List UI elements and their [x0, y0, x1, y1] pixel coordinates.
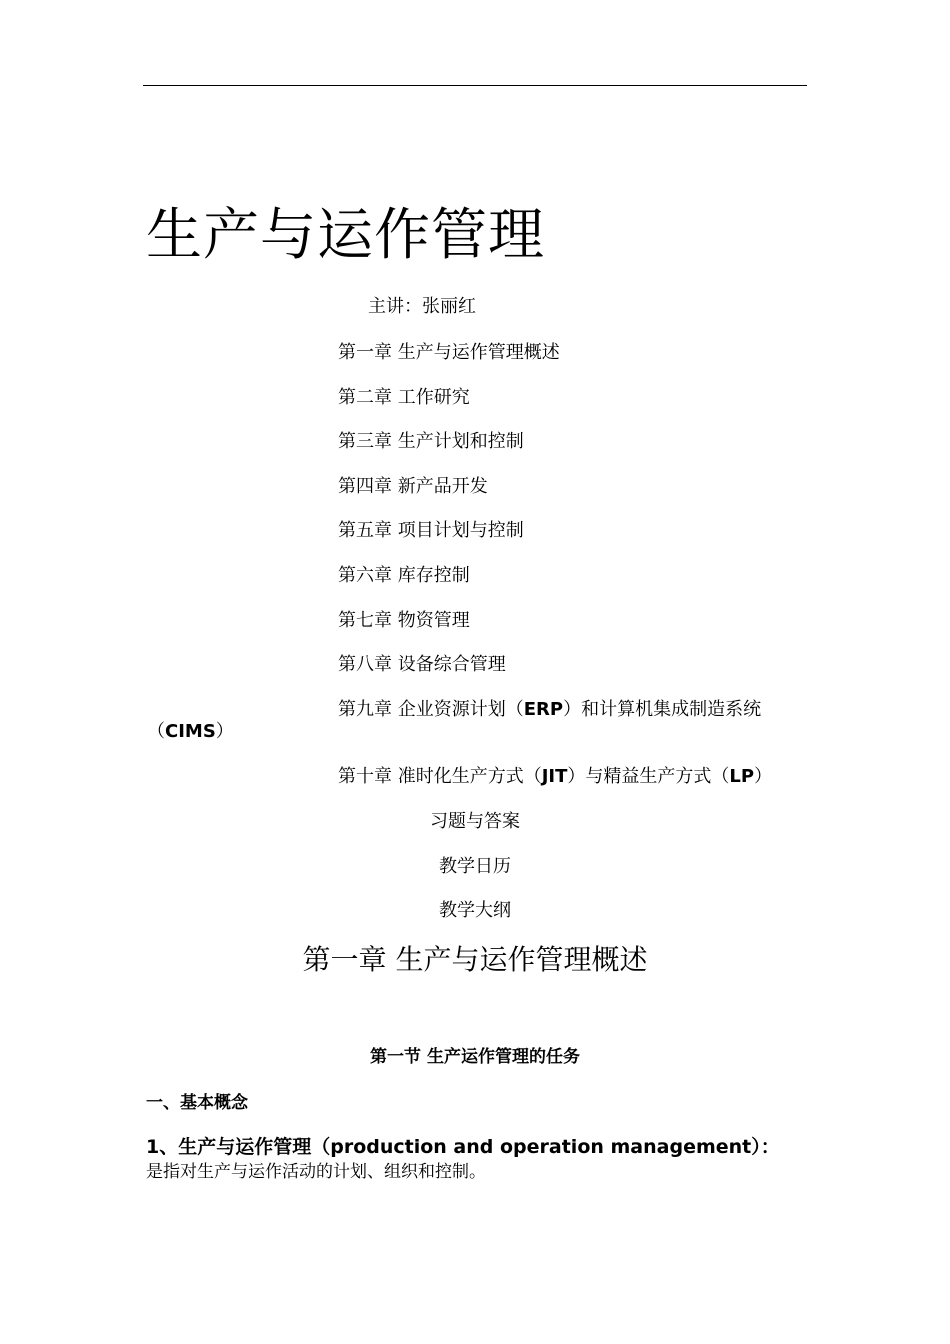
toc-link-exercises[interactable]: 习题与答案	[430, 811, 520, 832]
toc-chapter-10-lp: LP	[729, 766, 755, 787]
toc-link-chapter-6[interactable]: 第六章 库存控制	[338, 565, 470, 586]
toc-chapter-9-erp: ERP	[523, 699, 564, 720]
toc-chapter-10-text: 第十章 准时化生产方式（	[338, 766, 542, 787]
toc-link-chapter-9[interactable]	[338, 695, 761, 721]
term-definition: 是指对生产与运作活动的计划、组织和控制。	[146, 1162, 486, 1182]
toc-link-chapter-2[interactable]: 第二章 工作研究	[338, 387, 470, 408]
toc-link-chapter-7[interactable]: 第七章 物资管理	[338, 610, 470, 631]
toc-link-chapter-8[interactable]: 第八章 设备综合管理	[338, 654, 506, 675]
term-heading: 1、生产与运作管理（production and operation management）：	[146, 1136, 780, 1158]
section-heading: 第一节 生产运作管理的任务	[370, 1047, 580, 1067]
toc-chapter-9-close-paren: ）	[215, 721, 234, 742]
concept-heading: 一、基本概念	[146, 1093, 248, 1113]
toc-chapter-10-text-2: ）与精益生产方式（	[567, 766, 730, 787]
lecturer-line: 主讲：张丽红	[368, 296, 476, 317]
document-title: 生产与运作管理	[146, 203, 545, 268]
toc-chapter-9-text: 第九章 企业资源计划（	[338, 699, 524, 720]
chapter-heading: 第一章 生产与运作管理概述	[302, 943, 648, 976]
toc-link-syllabus[interactable]: 教学大纲	[439, 900, 511, 921]
toc-link-chapter-10[interactable]	[338, 762, 772, 788]
toc-link-chapter-5[interactable]: 第五章 项目计划与控制	[338, 520, 524, 541]
toc-chapter-10-jit: JIT	[541, 766, 568, 787]
toc-link-chapter-3[interactable]: 第三章 生产计划和控制	[338, 431, 524, 452]
toc-link-chapter-4[interactable]: 第四章 新产品开发	[338, 476, 488, 497]
header-rule	[143, 85, 807, 86]
toc-chapter-10-text-3: ）	[754, 766, 773, 787]
toc-link-calendar[interactable]: 教学日历	[439, 856, 511, 877]
toc-chapter-9-text-2: ）和计算机集成制造系统	[563, 699, 762, 720]
toc-link-chapter-9-continued[interactable]	[147, 717, 234, 743]
toc-chapter-9-cims: CIMS	[165, 721, 216, 742]
toc-chapter-9-open-paren: （	[147, 721, 165, 742]
toc-link-chapter-1[interactable]: 第一章 生产与运作管理概述	[338, 342, 560, 363]
